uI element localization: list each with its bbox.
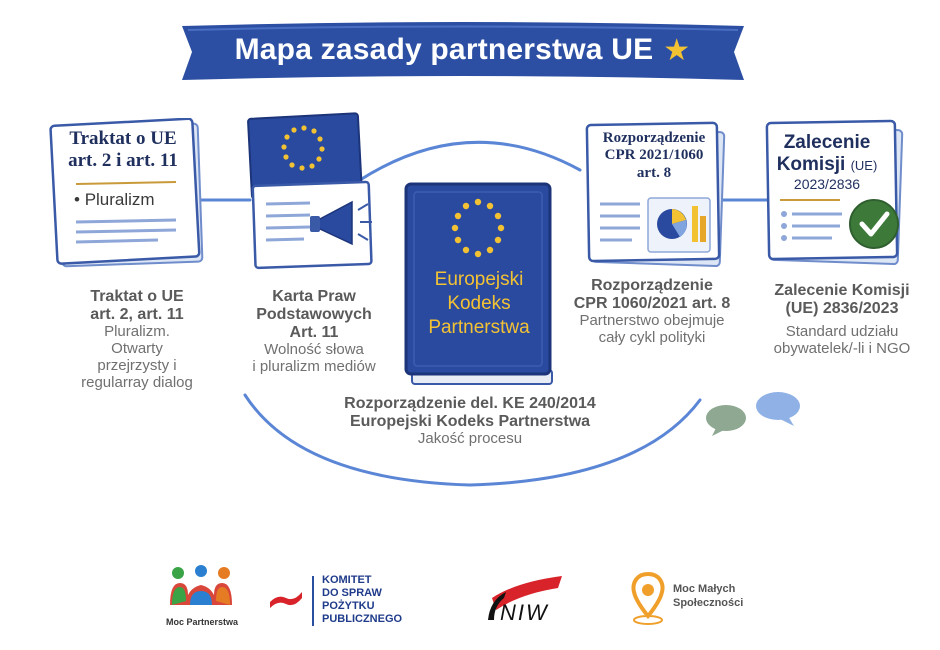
traktat-title: Traktat o UE [90, 288, 184, 305]
traktat-doc-bullet [74, 190, 155, 210]
cpr-desc: cały cykl polityki [598, 329, 706, 347]
traktat-doc-line: art. 2 i art. 11 [68, 149, 178, 171]
zalecenie-desc: Standard udziału [785, 323, 899, 341]
cpr-doc-line: art. 8 [636, 164, 672, 181]
karta-title: Podstawowych [256, 306, 372, 324]
moc-malych-line: Społeczności [673, 596, 744, 609]
moc-partnerstwa-logo [166, 565, 236, 615]
page-title-text: Mapa zasady partnerstwa UE [234, 33, 654, 66]
karta-document-icon [240, 112, 390, 272]
traktat-desc: regularray dialog [81, 373, 193, 391]
kodeks-title: Europejski Kodeks Partnerstwa [349, 413, 591, 431]
zalecenie-document-title [772, 132, 882, 192]
flag-icon [268, 588, 304, 610]
bullet-icon: • [74, 190, 80, 209]
zalecenie-caption [752, 282, 932, 358]
pie-chart-icon [657, 209, 687, 239]
traktat-doc-bullet-text: Pluralizm [84, 190, 155, 209]
moc-malych-logo-text [673, 583, 743, 611]
checkmark-icon [850, 200, 898, 248]
moc-partnerstwa-logo-text: Moc Partnerstwa [165, 617, 239, 627]
cpr-doc-line: CPR 2021/1060 [604, 147, 704, 164]
cpr-doc-line: Rozporządzenie [602, 130, 706, 146]
karta-title: Art. 11 [289, 324, 339, 342]
moc-malych-line: Moc Małych [673, 583, 736, 595]
kodeks-book-line: Partnerstwa [428, 316, 530, 338]
zalecenie-title: (UE) 2836/2023 [785, 300, 899, 318]
cpr-title: Rozporządzenie [591, 277, 713, 294]
niw-logo-text: NIW [500, 600, 549, 625]
karta-title: Karta Praw [272, 288, 356, 305]
zalecenie-doc-line: Komisji [776, 153, 846, 175]
komitet-line: POŻYTKU [322, 599, 375, 612]
zalecenie-title: Zalecenie Komisji [774, 282, 910, 299]
komitet-line: KOMITET [322, 574, 372, 586]
traktat-desc: Otwarty [111, 340, 163, 358]
cpr-title: CPR 1060/2021 art. 8 [573, 295, 731, 313]
page-title [180, 22, 745, 78]
komitet-line: DO SPRAW [322, 586, 382, 599]
kodeks-desc: Jakość procesu [417, 430, 523, 448]
kodeks-title: Rozporządzenie del. KE 240/2014 [344, 395, 596, 412]
zalecenie-doc-line: 2023/2836 [793, 175, 861, 192]
komitet-line: PUBLICZNEGO [322, 612, 403, 625]
moc-malych-logo [628, 570, 670, 626]
cpr-desc: Partnerstwo obejmuje [579, 312, 725, 330]
cpr-document-title [590, 130, 718, 182]
kodeks-book-line: Europejski [434, 269, 524, 290]
karta-desc: i pluralizm mediów [252, 358, 376, 376]
kodeks-book-line: Kodeks [447, 292, 511, 314]
zalecenie-desc: obywatelek/-li i NGO [773, 340, 911, 358]
traktat-caption [52, 288, 222, 392]
traktat-doc-line: Traktat o UE [69, 128, 177, 149]
karta-desc: Wolność słowa [264, 341, 364, 359]
star-icon: ★ [663, 33, 691, 67]
traktat-desc: przejrzysty i [97, 357, 177, 375]
traktat-desc: Pluralizm. [104, 323, 170, 341]
zalecenie-doc-small: (UE) [850, 157, 878, 173]
zalecenie-doc-line: Zalecenie [783, 132, 871, 153]
komitet-divider [312, 576, 314, 626]
cpr-caption [566, 277, 738, 347]
speech-bubbles-icon [700, 388, 810, 438]
kodeks-caption [300, 395, 640, 448]
komitet-logo-text [322, 574, 402, 625]
traktat-title: art. 2, art. 11 [90, 306, 184, 324]
traktat-document-title [58, 128, 188, 172]
karta-caption [228, 288, 400, 376]
kodeks-book-title [412, 268, 546, 339]
